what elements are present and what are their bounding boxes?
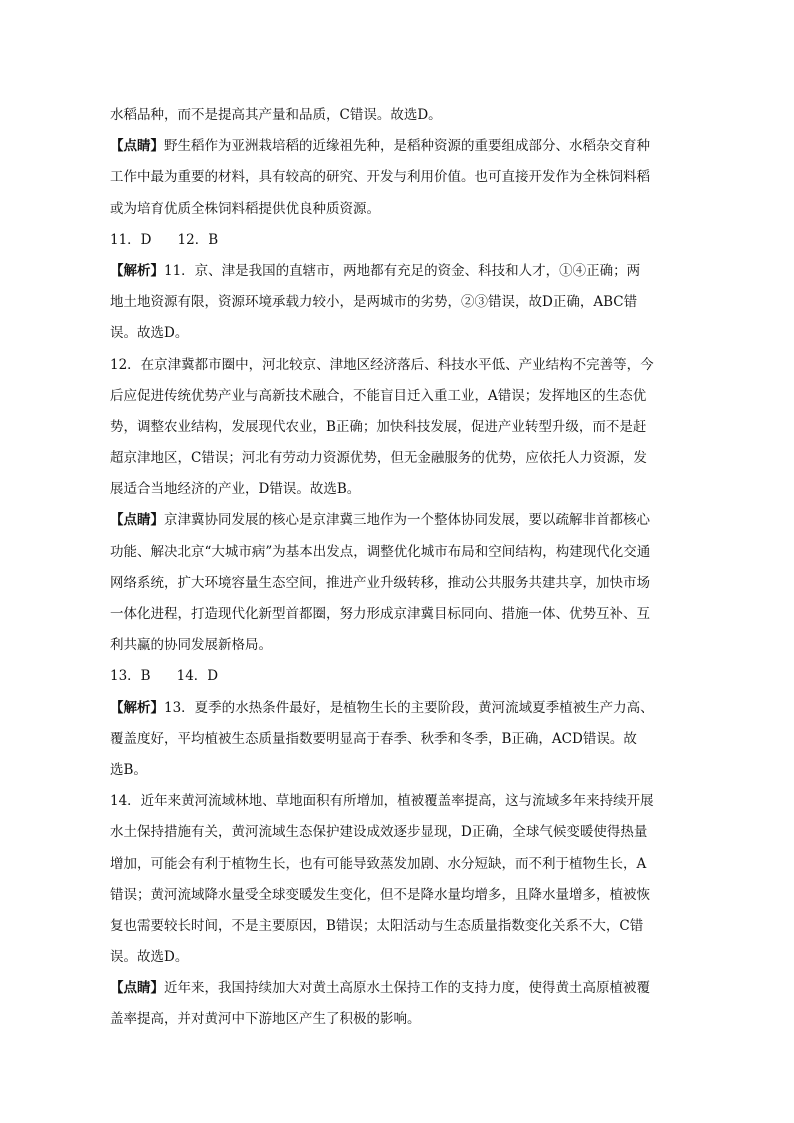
section-tag: 【点睛】 bbox=[110, 980, 164, 997]
text-line: 网络系统，扩大环境容量生态空间，推进产业升级转移，推动公共服务共建共享，加快市场 bbox=[110, 574, 650, 591]
section-tag: 【解析】 bbox=[110, 262, 164, 279]
section-tag: 【点睛】 bbox=[110, 512, 164, 529]
text-line: 功能、解决北京“大城市病”为基本出发点，调整优化城市布局和空间结构，构建现代化交通 bbox=[110, 543, 651, 560]
text-line: 覆盖度好，平均植被生态质量指数要明显高于春季、秋季和冬季，B正确，ACD错误。故 bbox=[110, 730, 637, 747]
text-line: 展适合当地经济的产业，D错误。故选B。 bbox=[110, 481, 361, 498]
text-line: 水稻品种，而不是提高其产量和品质，C错误。故选D。 bbox=[110, 107, 442, 123]
text-line: 【点睛】京津冀协同发展的核心是京津冀三地作为一个整体协同发展，要以疏解非首都核心 bbox=[110, 512, 650, 529]
text-line: 一体化进程，打造现代化新型首都圈，努力形成京津冀目标同向、措施一体、优势互补、互 bbox=[110, 606, 650, 622]
text-line: 【点睛】野生稻作为亚洲栽培稻的近缘祖先种，是稻种资源的重要组成部分、水稻杂交育种 bbox=[110, 138, 650, 155]
section-tag: 【解析】 bbox=[110, 699, 164, 716]
text-line: 地土地资源有限，资源环境承载力较小，是两城市的劣势，②③错误，故D正确，ABC错 bbox=[110, 294, 638, 311]
text-line: 【解析】13．夏季的水热条件最好，是植物生长的主要阶段，黄河流域夏季植被生产力高、 bbox=[110, 699, 654, 716]
text-line: 势，调整农业结构，发展现代农业，B正确；加快科技发展，促进产业转型升级，而不是赶 bbox=[110, 418, 647, 435]
text-line: 后应促进传统优势产业与高新技术融合，不能盲目迁入重工业，A错误；发挥地区的生态优 bbox=[110, 387, 647, 404]
text-line: 【点睛】近年来，我国持续加大对黄土高原水土保持工作的支持力度，使得黄土高原植被覆 bbox=[110, 980, 650, 997]
text-line: 14．近年来黄河流域林地、草地面积有所增加，植被覆盖率提高，这与流域多年来持续开展 bbox=[110, 793, 654, 810]
text-line: 增加，可能会有利于植物生长，也有可能导致蒸发加剧、水分短缺，而不利于植物生长，A bbox=[110, 855, 647, 872]
text-line: 误。故选D。 bbox=[110, 325, 189, 342]
text-line: 误。故选D。 bbox=[110, 949, 189, 966]
answer-line: 11．D 12．B bbox=[110, 231, 219, 248]
text-line: 或为培育优质全株饲料稻提供优良种质资源。 bbox=[110, 200, 380, 217]
section-tag: 【点睛】 bbox=[110, 138, 164, 155]
text-line: 超京津地区，C错误；河北有劳动力资源优势，但无金融服务的优势，应依托人力资源，发 bbox=[110, 450, 647, 467]
text-line: 利共赢的协同发展新格局。 bbox=[110, 637, 272, 654]
text-line: 选B。 bbox=[110, 761, 147, 778]
text-line: 盖率提高，并对黄河中下游地区产生了积极的影响。 bbox=[110, 1011, 421, 1028]
text-line: 【解析】11．京、津是我国的直辖市，两地都有充足的资金、科技和人才，①④正确；两 bbox=[110, 262, 641, 279]
document-page bbox=[110, 100, 685, 1036]
text-line: 12．在京津冀都市圈中，河北较京、津地区经济落后、科技水平低、产业结构不完善等，今 bbox=[110, 356, 654, 373]
text-line: 复也需要较长时间，不是主要原因，B错误；太阳活动与生态质量指数变化关系不大，C错 bbox=[110, 917, 644, 934]
answer-line: 13．B 14．D bbox=[110, 668, 219, 685]
text-line: 错误；黄河流域降水量受全球变暖发生变化，但不是降水量均增多，且降水量增多，植被恢 bbox=[110, 886, 650, 903]
text-line: 工作中最为重要的材料，具有较高的研究、开发与利用价值。也可直接开发作为全株饲料稻 bbox=[110, 169, 650, 186]
text-line: 水土保持措施有关，黄河流域生态保护建设成效逐步显现，D正确，全球气候变暖使得热量 bbox=[110, 824, 648, 841]
